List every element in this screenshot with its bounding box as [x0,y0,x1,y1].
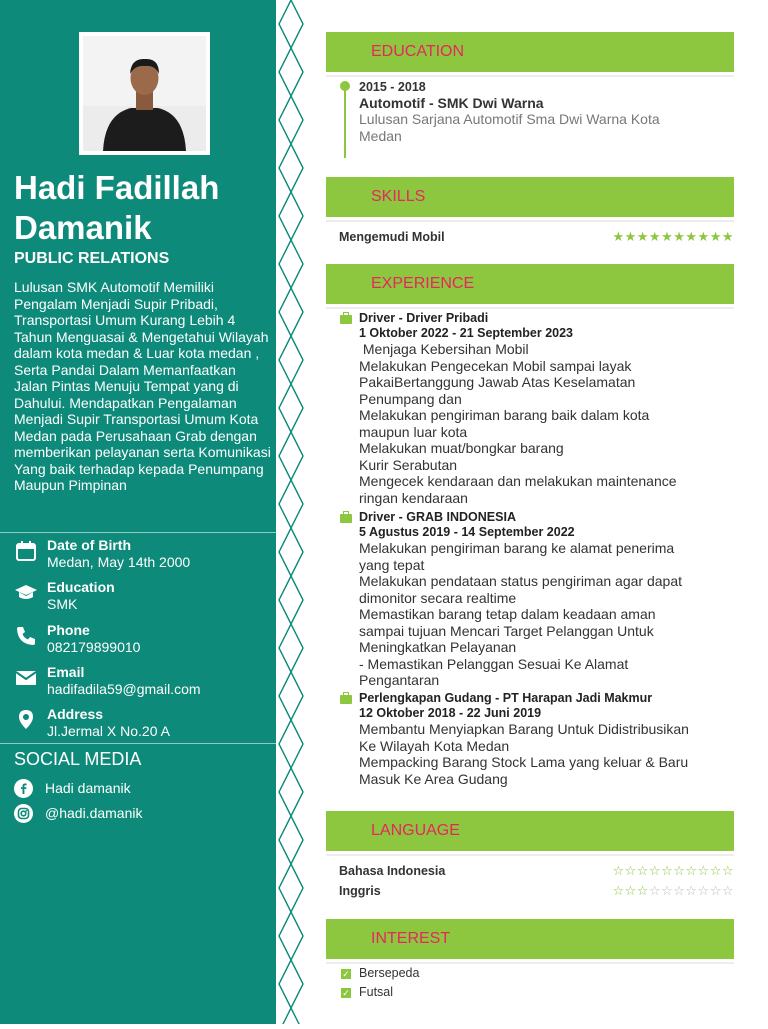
star-filled-icon: ☆ [661,863,674,878]
full-name [14,168,272,248]
job-role: PUBLIC RELATIONS [14,250,170,267]
diamond-lattice-decoration [276,0,306,1024]
divider [326,75,734,77]
profile-photo-frame [79,32,210,155]
description-line: maupun luar kota [359,423,468,440]
description-line: Memastikan barang tetap dalam keadaan aman [359,606,656,622]
social-media-title: SOCIAL MEDIA [14,749,142,769]
profile-photo [83,36,206,151]
briefcase-icon [340,514,352,523]
description-line: Mempacking Barang Stock Lama yang keluar & Baru [359,754,689,770]
divider [326,854,734,856]
graduation-cap-icon [14,581,38,605]
language-name: Inggris [339,884,381,898]
contact-value: Jl.Jermal X No.20 A [47,723,170,739]
star-filled-icon: ★ [685,229,698,244]
timeline-line [344,86,346,158]
star-filled-icon: ☆ [709,863,722,878]
star-filled-icon: ★ [612,229,625,244]
description-line: Membantu Menyiapkan Barang Untuk Didistribusikan [359,721,689,737]
section-title: SKILLS [371,188,426,205]
briefcase-icon [340,315,352,324]
language-rating [612,883,734,899]
description-line: dimonitor secara realtime [359,589,517,606]
star-filled-icon: ★ [697,229,710,244]
description-line: Melakukan pendataan status pengiriman agar dapat [359,573,682,589]
star-filled-icon: ★ [661,229,674,244]
education-section-header [326,32,734,72]
job-title: Perlengkapan Gudang - PT Harapan Jadi Makmur [359,691,653,705]
phone-icon [14,624,38,648]
description-line: Menjaga Kebersihan Mobil [359,341,529,357]
star-empty-icon: ☆ [673,883,686,898]
contact-label: Education [47,579,115,595]
skill-name: Mengemudi Mobil [339,230,445,244]
education-desc-line1: Lulusan Sarjana Automotif Sma Dwi Warna Kota [359,111,660,127]
description-line: Melakukan muat/bongkar barang [359,440,564,456]
job-period: 12 Oktober 2018 - 22 Juni 2019 [359,706,542,720]
full-name-line1: Hadi Fadillah [14,169,220,206]
star-filled-icon: ★ [636,229,649,244]
job-description [359,721,729,787]
job-title: Driver - Driver Pribadi [359,311,489,325]
contact-value: SMK [47,596,78,612]
description-line: Kurir Serabutan [359,456,458,473]
description-line: - Memastikan Pelanggan Sesuai Ke Alamat [359,655,629,672]
description-line: Masuk Ke Area Gudang [359,770,508,787]
star-empty-icon: ☆ [661,883,674,898]
star-filled-icon: ★ [648,229,662,244]
description-line: Pengantaran [359,672,440,688]
description-line: sampai tujuan Mencari Target Pelanggan Untuk [359,622,654,639]
experience-section-header [326,264,734,304]
contact-label: Date of Birth [47,537,131,553]
divider [0,532,276,533]
star-filled-icon: ☆ [636,883,649,898]
section-title: EDUCATION [371,43,465,60]
star-filled-icon: ☆ [612,883,625,898]
star-filled-icon: ☆ [648,863,662,878]
star-empty-icon: ☆ [685,883,698,898]
job-description [359,540,729,689]
section-title: EXPERIENCE [371,275,475,292]
description-line: Melakukan pengiriman barang baik dalam kota [359,407,650,423]
language-name: Bahasa Indonesia [339,864,446,878]
description-line: Ke Wilayah Kota Medan [359,737,510,754]
star-filled-icon: ☆ [685,863,698,878]
divider [326,962,734,964]
description-line: ringan kendaraan [359,489,468,506]
calendar-icon [14,539,38,563]
interest-item: Bersepeda [359,966,420,980]
checkbox-icon: ✓ [342,969,350,979]
education-degree: Automotif - SMK Dwi Warna [359,95,544,111]
star-filled-icon: ★ [673,229,686,244]
briefcase-icon [340,695,352,704]
checkbox-icon: ✓ [342,988,350,998]
section-title: LANGUAGE [371,822,460,839]
timeline-dot [340,81,350,91]
star-filled-icon: ☆ [673,863,686,878]
description-line: Melakukan pengiriman barang ke alamat penerima [359,540,675,556]
job-description [359,341,729,506]
divider [326,307,734,309]
star-empty-icon: ☆ [721,883,734,898]
star-filled-icon: ★ [624,229,637,244]
instagram-handle: @hadi.damanik [45,805,143,821]
interest-item: Futsal [359,985,394,999]
full-name-line2: Damanik [14,209,152,246]
star-filled-icon: ☆ [612,863,625,878]
star-empty-icon: ☆ [648,883,662,898]
description-line: Melakukan Pengecekan Mobil sampai layak [359,357,632,374]
job-period: 1 Oktober 2022 - 21 September 2023 [359,326,574,340]
description-line: Mengecek kendaraan dan melakukan maintenance [359,473,677,489]
language-section-header [326,811,734,851]
facebook-handle: Hadi damanik [45,780,131,796]
divider [0,743,276,744]
education-period: 2015 - 2018 [359,80,426,94]
star-empty-icon: ☆ [697,883,710,898]
star-filled-icon: ★ [721,229,734,244]
job-title: Driver - GRAB INDONESIA [359,510,516,524]
star-filled-icon: ☆ [636,863,649,878]
language-rating [612,863,734,879]
contact-value[interactable]: hadifadila59@gmail.com [47,681,201,697]
contact-label: Phone [47,622,90,638]
star-filled-icon: ☆ [697,863,710,878]
interest-section-header [326,919,734,959]
star-empty-icon: ☆ [709,883,722,898]
star-filled-icon: ★ [709,229,722,244]
section-title: INTEREST [371,930,451,947]
description-line: yang tepat [359,556,425,573]
divider [326,220,734,222]
contact-value: Medan, May 14th 2000 [47,554,191,570]
description-line: Penumpang dan [359,390,462,407]
star-filled-icon: ☆ [624,863,637,878]
description-line: Meningkatkan Pelayanan [359,639,517,655]
star-filled-icon: ☆ [721,863,734,878]
contact-value[interactable]: 082179899010 [47,639,141,655]
star-filled-icon: ☆ [624,883,637,898]
location-pin-icon [14,708,38,732]
instagram-icon [14,804,33,823]
skills-section-header [326,177,734,217]
facebook-icon [14,779,33,798]
description-line: PakaiBertanggung Jawab Atas Keselamatan [359,374,636,390]
job-period: 5 Agustus 2019 - 14 September 2022 [359,525,575,539]
contact-label: Email [47,664,85,680]
profile-summary: Lulusan SMK Automotif Memiliki Pengalam Menjadi Supir Pribadi, Transportasi Umum Kurang Lebih 4 Tahun Menguasai & Mengetahui Wilayah dalam kota medan & Luar kota medan , Serta Pandai Dalam Memanfaatkan Jalan Pintas Menuju Tempat yang di Dahului. Mendapatkan Pengalaman Menjadi Supir Transportasi Umum Kota Medan pada Perusahaan Grab dengan memberikan pelayanan serta Komunikasi Yang baik terhadap kepada Penumpang Maupun Pimpinan [14,279,271,493]
sidebar [0,0,276,1024]
contact-label: Address [47,706,104,722]
education-desc-line2: Medan [359,128,402,144]
skill-rating [612,229,734,245]
email-icon [14,666,38,690]
